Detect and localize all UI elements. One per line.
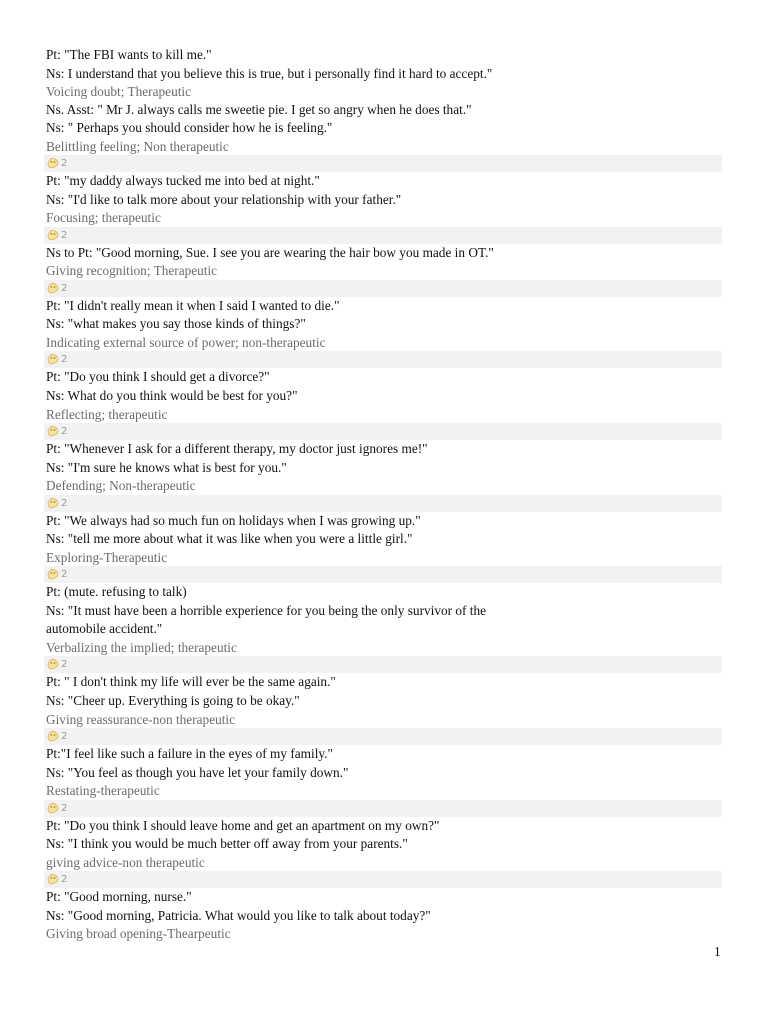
card-separator: [44, 423, 722, 440]
card-answer: Defending; Non-therapeutic: [46, 478, 196, 494]
card-answer: Reflecting; therapeutic: [46, 406, 168, 422]
card-prompt-line: Ns: "I'd like to talk more about your relationship with your father.": [46, 191, 402, 207]
card-prompt-line: automobile accident.": [46, 621, 163, 637]
card-answer: giving advice-non therapeutic: [46, 854, 205, 870]
reaction-count: 2: [61, 229, 68, 241]
reaction-icon[interactable]: [47, 425, 59, 437]
card-answer: Focusing; therapeutic: [46, 210, 161, 226]
reaction-icon[interactable]: [47, 730, 59, 742]
card-answer: Restating-therapeutic: [46, 783, 160, 799]
card-prompt-line: Pt: "We always had so much fun on holidays when I was growing up.": [46, 512, 421, 528]
card: [46, 46, 726, 101]
card: [46, 440, 726, 495]
card-separator: [44, 728, 722, 745]
card-prompt-line: Ns: "It must have been a horrible experience for you being the only survivor of the: [46, 602, 487, 618]
reaction-count: 2: [61, 874, 68, 886]
card-prompt-line: Pt: "The FBI wants to kill me.": [46, 47, 212, 62]
card-answer: Voicing doubt; Therapeutic: [46, 84, 192, 100]
card-prompt-line: Ns: "I'm sure he knows what is best for you.": [46, 459, 287, 475]
card-prompt-line: Ns: I understand that you believe this is true, but i personally find it hard to accept.": [46, 65, 493, 81]
card-separator: [44, 656, 722, 673]
card-separator: [44, 495, 722, 512]
card: [46, 101, 726, 156]
card-prompt-line: Ns: What do you think would be best for you?": [46, 387, 298, 403]
reaction-count: 2: [61, 158, 68, 170]
reaction-count: 2: [61, 730, 68, 742]
card-separator: [44, 155, 722, 172]
card-separator: [44, 800, 722, 817]
reaction-count: 2: [61, 282, 68, 294]
reaction-icon[interactable]: [47, 568, 59, 580]
reaction-icon[interactable]: [47, 873, 59, 885]
reaction-count: 2: [61, 354, 68, 366]
card-prompt-line: Ns: "I think you would be much better off away from your parents.": [46, 836, 408, 852]
card-prompt-line: Pt: "my daddy always tucked me into bed at night.": [46, 173, 320, 189]
card-answer: Giving recognition; Therapeutic: [46, 263, 218, 279]
card-prompt-line: Ns: "what makes you say those kinds of things?": [46, 316, 306, 332]
card-separator: [44, 871, 722, 888]
reaction-icon[interactable]: [47, 353, 59, 365]
card: [46, 512, 726, 567]
card-answer: Verbalizing the implied; therapeutic: [46, 639, 237, 655]
card: [46, 888, 726, 943]
reaction-icon[interactable]: [47, 658, 59, 670]
card-prompt-line: Pt: "Whenever I ask for a different therapy, my doctor just ignores me!": [46, 440, 428, 456]
card-prompt-line: Pt: (mute. refusing to talk): [46, 584, 187, 600]
card: [46, 745, 726, 800]
card-prompt-line: Pt: "Do you think I should get a divorce?": [46, 369, 270, 385]
card-prompt-line: Pt: "I didn't really mean it when I said I wanted to die.": [46, 297, 340, 313]
reaction-icon[interactable]: [47, 229, 59, 241]
card-prompt-line: Ns: "Cheer up. Everything is going to be okay.": [46, 692, 300, 708]
card-answer: Giving broad opening-Thearpeutic: [46, 926, 231, 942]
card-prompt-line: Ns to Pt: "Good morning, Sue. I see you are wearing the hair bow you made in OT.": [46, 244, 494, 260]
card-prompt-line: Ns: " Perhaps you should consider how he is feeling.": [46, 120, 333, 136]
reaction-icon[interactable]: [47, 157, 59, 169]
card-separator: [44, 351, 722, 368]
card-answer: Belittling feeling; Non therapeutic: [46, 138, 229, 154]
reaction-icon[interactable]: [47, 497, 59, 509]
reaction-count: 2: [61, 659, 68, 671]
card-answer: Giving reassurance-non therapeutic: [46, 711, 236, 727]
card: [46, 583, 726, 656]
card-separator: [44, 227, 722, 244]
card-separator: [44, 566, 722, 583]
reaction-count: 2: [61, 569, 68, 581]
reaction-count: 2: [61, 802, 68, 814]
card-answer: Indicating external source of power; non-therapeutic: [46, 334, 326, 350]
card: [46, 673, 726, 728]
card-separator: [44, 280, 722, 297]
card-prompt-line: Ns. Asst: " Mr J. always calls me sweetie pie. I get so angry when he does that.": [46, 101, 472, 117]
card: [46, 172, 726, 227]
card: [46, 244, 726, 280]
flashcard-list: [46, 46, 726, 943]
reaction-count: 2: [61, 497, 68, 509]
card-prompt-line: Pt: "Do you think I should leave home and get an apartment on my own?": [46, 817, 440, 833]
reaction-count: 2: [61, 425, 68, 437]
card-prompt-line: Ns: "tell me more about what it was like when you were a little girl.": [46, 531, 413, 547]
card-prompt-line: Pt:"I feel like such a failure in the eyes of my family.": [46, 745, 333, 761]
page-number: 1: [714, 944, 721, 959]
card-prompt-line: Pt: " I don't think my life will ever be the same again.": [46, 674, 336, 690]
card-answer: Exploring-Therapeutic: [46, 549, 168, 565]
card: [46, 297, 726, 352]
card-prompt-line: Ns: "Good morning, Patricia. What would you like to talk about today?": [46, 907, 431, 923]
card-prompt-line: Pt: "Good morning, nurse.": [46, 889, 192, 905]
reaction-icon[interactable]: [47, 802, 59, 814]
card: [46, 368, 726, 423]
card: [46, 817, 726, 872]
card-prompt-line: Ns: "You feel as though you have let your family down.": [46, 764, 349, 780]
reaction-icon[interactable]: [47, 282, 59, 294]
